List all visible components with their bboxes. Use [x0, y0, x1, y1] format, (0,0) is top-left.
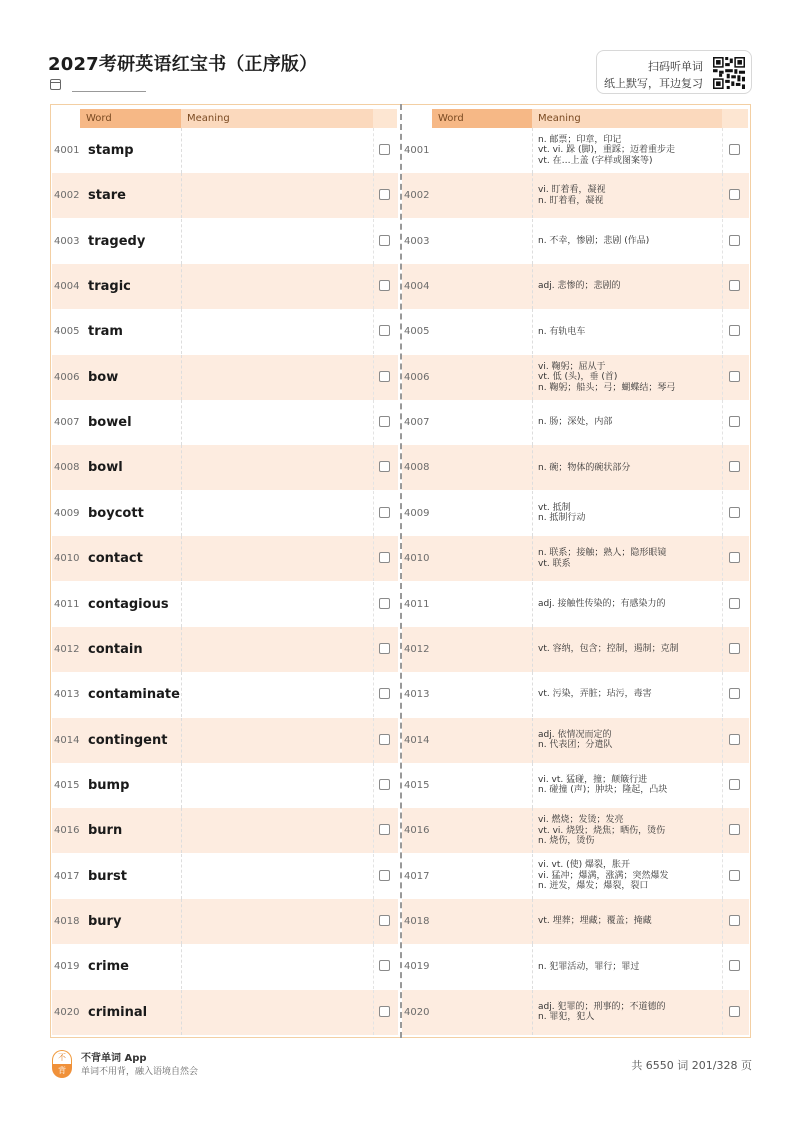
right-meaning-header: Meaning	[532, 109, 722, 128]
cell-divider	[373, 491, 374, 536]
qr-code-icon[interactable]	[713, 57, 745, 89]
word-text: contingent	[88, 732, 168, 748]
cell-divider	[722, 491, 723, 536]
cell-divider	[373, 582, 374, 627]
meaning-line: n. 代表团；分遣队	[538, 740, 613, 751]
table-row	[402, 718, 749, 763]
table-row	[402, 309, 749, 354]
word-number: 4008	[404, 462, 430, 474]
word-number: 4019	[54, 961, 80, 973]
cell-divider	[722, 445, 723, 490]
table-row	[52, 672, 398, 717]
cell-divider	[532, 355, 533, 400]
word-number: 4015	[54, 779, 80, 791]
mastered-checkbox[interactable]	[729, 643, 740, 654]
meaning-line: vi. vt. (使) 爆裂，胀开	[538, 860, 631, 871]
meaning-line: vt. 容纳，包含；控制，遏制；克制	[538, 644, 679, 655]
date-blank-line	[72, 91, 146, 92]
cell-divider	[373, 173, 374, 218]
meaning-line: vi. vt. 猛碰，撞；颠簸行进	[538, 774, 648, 785]
mastered-checkbox[interactable]	[379, 734, 390, 745]
word-text: bury	[88, 913, 122, 929]
word-meaning	[538, 355, 675, 400]
cell-divider	[373, 309, 374, 354]
app-name: 不背单词 App	[81, 1053, 147, 1064]
word-meaning	[538, 672, 652, 717]
table-row	[402, 582, 749, 627]
mastered-checkbox[interactable]	[379, 824, 390, 835]
meaning-line: vt. 联系	[538, 558, 571, 569]
logo-top-char: 不	[52, 1050, 72, 1064]
page-info: 共 6550 词 201/328 页	[631, 1059, 752, 1072]
table-row	[402, 219, 749, 264]
meaning-line: n. 抵制行动	[538, 513, 586, 524]
cell-divider	[181, 536, 182, 581]
qr-caption-listen: 扫码听单词	[648, 60, 703, 73]
cell-divider	[722, 627, 723, 672]
word-text: stare	[88, 188, 126, 204]
word-number: 4013	[54, 689, 80, 701]
date-field	[50, 79, 61, 90]
word-number: 4010	[404, 553, 430, 565]
word-number: 4001	[54, 145, 80, 156]
mastered-checkbox[interactable]	[379, 915, 390, 926]
mastered-checkbox[interactable]	[379, 643, 390, 654]
table-row	[52, 128, 398, 173]
word-number: 4020	[54, 1006, 80, 1018]
cell-divider	[181, 355, 182, 400]
cell-divider	[373, 219, 374, 264]
meaning-line: vt. vi. 烧毁；烧焦；晒伤，烫伤	[538, 825, 666, 836]
mastered-checkbox[interactable]	[729, 144, 740, 155]
table-row	[402, 264, 749, 309]
cell-divider	[373, 672, 374, 717]
qr-caption-review: 纸上默写，耳边复习	[604, 77, 703, 90]
table-row	[402, 536, 749, 581]
meaning-line: n. 邮票；印章，印记	[538, 134, 622, 145]
word-number: 4011	[54, 598, 80, 610]
cell-divider	[532, 582, 533, 627]
cell-divider	[532, 808, 533, 853]
cell-divider	[532, 400, 533, 445]
mastered-checkbox[interactable]	[379, 870, 390, 881]
meaning-line: n. 不幸，惨剧；悲剧 (作品)	[538, 235, 650, 246]
mastered-checkbox[interactable]	[729, 915, 740, 926]
word-number: 4012	[404, 643, 430, 655]
meaning-line: vt. 在…上盖 (字样或图案等)	[538, 155, 653, 166]
word-text: tragedy	[88, 233, 146, 249]
word-text: criminal	[88, 1004, 148, 1020]
table-row	[402, 173, 749, 218]
mastered-checkbox[interactable]	[379, 960, 390, 971]
meaning-line: adj. 依情况而定的	[538, 729, 612, 740]
word-number: 4017	[404, 870, 430, 882]
table-row	[52, 173, 398, 218]
word-meaning	[538, 491, 585, 536]
table-row	[52, 582, 398, 627]
table-row	[52, 854, 398, 899]
cell-divider	[532, 309, 533, 354]
table-row	[402, 944, 749, 989]
word-text: bowl	[88, 460, 123, 476]
table-row	[52, 309, 398, 354]
cell-divider	[181, 400, 182, 445]
left-word-header: Word	[80, 109, 181, 128]
word-number: 4002	[54, 190, 80, 202]
cell-divider	[722, 672, 723, 717]
word-number: 4013	[404, 689, 430, 701]
word-number: 4014	[54, 734, 80, 746]
table-row	[402, 491, 749, 536]
mastered-checkbox[interactable]	[729, 688, 740, 699]
cell-divider	[181, 854, 182, 899]
word-number: 4009	[54, 507, 80, 519]
word-meaning	[538, 536, 666, 581]
table-row	[52, 944, 398, 989]
table-row	[52, 808, 398, 853]
word-meaning	[538, 582, 665, 627]
cell-divider	[181, 899, 182, 944]
mastered-checkbox[interactable]	[379, 416, 390, 427]
cell-divider	[722, 808, 723, 853]
mastered-checkbox[interactable]	[729, 598, 740, 609]
word-meaning	[538, 990, 665, 1035]
cell-divider	[181, 627, 182, 672]
word-number: 4020	[404, 1006, 430, 1018]
meaning-line: n. 迸发，爆发；爆裂，裂口	[538, 881, 649, 892]
word-number: 4016	[404, 825, 430, 837]
cell-divider	[722, 309, 723, 354]
word-number: 4009	[404, 507, 430, 519]
cell-divider	[722, 582, 723, 627]
cell-divider	[373, 627, 374, 672]
table-row	[402, 627, 749, 672]
cell-divider	[532, 128, 533, 173]
cell-divider	[722, 536, 723, 581]
word-number: 4008	[54, 462, 80, 474]
meaning-line: vi. 盯着看，凝视	[538, 185, 606, 196]
table-row	[52, 491, 398, 536]
table-row	[402, 445, 749, 490]
cell-divider	[722, 944, 723, 989]
word-meaning	[538, 854, 669, 899]
word-meaning	[538, 944, 639, 989]
table-row	[52, 445, 398, 490]
word-number: 4016	[54, 825, 80, 837]
cell-divider	[181, 309, 182, 354]
cell-divider	[373, 128, 374, 173]
word-meaning	[538, 763, 667, 808]
mastered-checkbox[interactable]	[379, 144, 390, 155]
table-row	[402, 854, 749, 899]
word-text: bowel	[88, 415, 132, 431]
word-number: 4012	[54, 643, 80, 655]
word-number: 4014	[404, 734, 430, 746]
mastered-checkbox[interactable]	[379, 507, 390, 518]
word-number: 4003	[404, 235, 430, 247]
word-number: 4002	[404, 190, 430, 202]
table-row	[52, 355, 398, 400]
meaning-line: n. 盯着看，凝视	[538, 195, 604, 206]
mastered-checkbox[interactable]	[729, 734, 740, 745]
word-meaning	[538, 808, 665, 853]
cell-divider	[532, 627, 533, 672]
page-title: 2027考研英语红宝书（正序版）	[48, 54, 318, 75]
cell-divider	[181, 944, 182, 989]
word-text: tragic	[88, 279, 131, 295]
meaning-line: n. 有轨电车	[538, 326, 586, 337]
logo-bottom-char: 背	[52, 1064, 72, 1078]
cell-divider	[373, 445, 374, 490]
cell-divider	[373, 763, 374, 808]
word-text: contain	[88, 641, 143, 657]
cell-divider	[181, 808, 182, 853]
cell-divider	[722, 128, 723, 173]
meaning-line: vt. 污染，弄脏；玷污，毒害	[538, 689, 652, 700]
word-meaning	[538, 128, 675, 173]
table-row	[52, 536, 398, 581]
cell-divider	[532, 445, 533, 490]
word-number: 4007	[404, 417, 430, 429]
cell-divider	[532, 219, 533, 264]
table-row	[402, 990, 749, 1035]
mastered-checkbox[interactable]	[729, 824, 740, 835]
mastered-checkbox[interactable]	[379, 779, 390, 790]
cell-divider	[532, 264, 533, 309]
mastered-checkbox[interactable]	[729, 461, 740, 472]
word-number: 4010	[54, 553, 80, 565]
app-slogan: 单词不用背，融入语境自然会	[81, 1067, 199, 1077]
mastered-checkbox[interactable]	[379, 235, 390, 246]
cell-divider	[532, 536, 533, 581]
meaning-line: n. 鞠躬；船头；弓；蝴蝶结；琴弓	[538, 382, 676, 393]
word-meaning	[538, 219, 649, 264]
cell-divider	[373, 990, 374, 1035]
word-text: boycott	[88, 505, 144, 521]
word-number: 4011	[404, 598, 430, 610]
cell-divider	[532, 718, 533, 763]
meaning-line: n. 碰撞 (声)；肿块；隆起，凸块	[538, 785, 668, 796]
word-number: 4017	[54, 870, 80, 882]
table-row	[52, 990, 398, 1035]
word-meaning	[538, 264, 620, 309]
cell-divider	[532, 491, 533, 536]
mastered-checkbox[interactable]	[379, 189, 390, 200]
word-meaning	[538, 627, 679, 672]
meaning-line: vt. 抵制	[538, 502, 571, 513]
word-number: 4018	[404, 915, 430, 927]
meaning-line: vt. vi. 跺 (脚)，重踩；迈着重步走	[538, 145, 676, 156]
cell-divider	[722, 899, 723, 944]
meaning-line: n. 烧伤，烫伤	[538, 836, 595, 846]
mastered-checkbox[interactable]	[729, 960, 740, 971]
fold-divider	[400, 104, 402, 1038]
mastered-checkbox[interactable]	[379, 552, 390, 563]
table-row	[52, 400, 398, 445]
cell-divider	[722, 718, 723, 763]
cell-divider	[532, 854, 533, 899]
word-meaning	[538, 400, 612, 445]
mastered-checkbox[interactable]	[729, 280, 740, 291]
word-number: 4006	[54, 371, 80, 383]
mastered-checkbox[interactable]	[379, 371, 390, 382]
word-number: 4007	[54, 417, 80, 429]
right-word-header: Word	[432, 109, 532, 128]
word-text: contaminate	[88, 687, 180, 703]
word-text: burst	[88, 868, 127, 884]
word-text: crime	[88, 959, 129, 975]
table-row	[402, 763, 749, 808]
table-row	[402, 808, 749, 853]
cell-divider	[373, 899, 374, 944]
word-meaning	[538, 173, 606, 218]
word-text: tram	[88, 324, 123, 340]
cell-divider	[373, 400, 374, 445]
cell-divider	[373, 944, 374, 989]
table-row	[402, 400, 749, 445]
table-row	[52, 264, 398, 309]
word-number: 4005	[404, 326, 430, 338]
cell-divider	[722, 990, 723, 1035]
table-row	[402, 128, 749, 173]
left-check-header	[373, 109, 397, 128]
word-number: 4018	[54, 915, 80, 927]
cell-divider	[373, 718, 374, 763]
table-row	[402, 672, 749, 717]
word-number: 4001	[404, 145, 430, 156]
cell-divider	[373, 536, 374, 581]
word-text: bump	[88, 777, 130, 793]
meaning-line: vi. 鞠躬；屈从于	[538, 361, 606, 372]
app-logo	[52, 1050, 72, 1078]
cell-divider	[373, 854, 374, 899]
cell-divider	[532, 763, 533, 808]
cell-divider	[181, 763, 182, 808]
meaning-line: n. 联系；接触；熟人；隐形眼镜	[538, 548, 667, 559]
left-meaning-header: Meaning	[181, 109, 373, 128]
meaning-line: vt. 低 (头)，垂 (首)	[538, 372, 618, 382]
word-number: 4005	[54, 326, 80, 338]
mastered-checkbox[interactable]	[729, 189, 740, 200]
mastered-checkbox[interactable]	[379, 688, 390, 699]
mastered-checkbox[interactable]	[729, 779, 740, 790]
word-text: contagious	[88, 596, 169, 612]
cell-divider	[532, 944, 533, 989]
word-meaning	[538, 309, 585, 354]
cell-divider	[181, 990, 182, 1035]
meaning-line: vt. 埋葬；埋藏；覆盖；掩藏	[538, 916, 652, 927]
meaning-line: n. 碗；物体的碗状部分	[538, 462, 631, 473]
word-text: contact	[88, 551, 143, 567]
word-text: burn	[88, 823, 123, 839]
table-row	[402, 355, 749, 400]
cell-divider	[181, 491, 182, 536]
meaning-line: adj. 接触性传染的；有感染力的	[538, 598, 666, 609]
word-number: 4003	[54, 235, 80, 247]
cell-divider	[181, 582, 182, 627]
mastered-checkbox[interactable]	[379, 325, 390, 336]
table-row	[52, 718, 398, 763]
qr-card[interactable]	[596, 50, 752, 94]
cell-divider	[722, 173, 723, 218]
cell-divider	[373, 808, 374, 853]
right-check-header	[722, 109, 748, 128]
word-meaning	[538, 445, 630, 490]
cell-divider	[373, 355, 374, 400]
meaning-line: n. 罪犯，犯人	[538, 1012, 595, 1023]
mastered-checkbox[interactable]	[379, 280, 390, 291]
word-text: stamp	[88, 143, 134, 158]
word-meaning	[538, 899, 652, 944]
cell-divider	[181, 128, 182, 173]
mastered-checkbox[interactable]	[379, 598, 390, 609]
table-row	[52, 763, 398, 808]
word-number: 4015	[404, 779, 430, 791]
cell-divider	[373, 264, 374, 309]
cell-divider	[722, 264, 723, 309]
table-row	[402, 899, 749, 944]
cell-divider	[181, 264, 182, 309]
cell-divider	[722, 400, 723, 445]
mastered-checkbox[interactable]	[729, 507, 740, 518]
cell-divider	[722, 219, 723, 264]
mastered-checkbox[interactable]	[729, 1006, 740, 1017]
mastered-checkbox[interactable]	[729, 552, 740, 563]
mastered-checkbox[interactable]	[379, 1006, 390, 1017]
meaning-line: adj. 犯罪的；刑事的；不道德的	[538, 1001, 666, 1012]
mastered-checkbox[interactable]	[729, 371, 740, 382]
calendar-icon	[50, 79, 61, 90]
cell-divider	[181, 219, 182, 264]
cell-divider	[181, 672, 182, 717]
word-number: 4004	[404, 281, 430, 293]
word-number: 4006	[404, 371, 430, 383]
mastered-checkbox[interactable]	[729, 235, 740, 246]
cell-divider	[532, 672, 533, 717]
cell-divider	[181, 173, 182, 218]
cell-divider	[532, 173, 533, 218]
meaning-line: n. 肠；深处，内部	[538, 417, 613, 428]
cell-divider	[532, 899, 533, 944]
table-row	[52, 627, 398, 672]
meaning-line: vi. 猛冲；爆满，涨满；突然爆发	[538, 870, 669, 881]
mastered-checkbox[interactable]	[729, 416, 740, 427]
mastered-checkbox[interactable]	[729, 870, 740, 881]
word-text: bow	[88, 369, 119, 385]
meaning-line: vi. 燃烧；发烫；发亮	[538, 815, 624, 825]
cell-divider	[181, 445, 182, 490]
word-number: 4004	[54, 281, 80, 293]
word-meaning	[538, 718, 612, 763]
cell-divider	[722, 763, 723, 808]
meaning-line: adj. 悲惨的；悲剧的	[538, 281, 621, 292]
table-row	[52, 899, 398, 944]
cell-divider	[722, 854, 723, 899]
meaning-line: n. 犯罪活动，罪行；罪过	[538, 961, 640, 972]
word-number: 4019	[404, 961, 430, 973]
cell-divider	[181, 718, 182, 763]
mastered-checkbox[interactable]	[379, 461, 390, 472]
cell-divider	[532, 990, 533, 1035]
cell-divider	[722, 355, 723, 400]
mastered-checkbox[interactable]	[729, 325, 740, 336]
table-row	[52, 219, 398, 264]
